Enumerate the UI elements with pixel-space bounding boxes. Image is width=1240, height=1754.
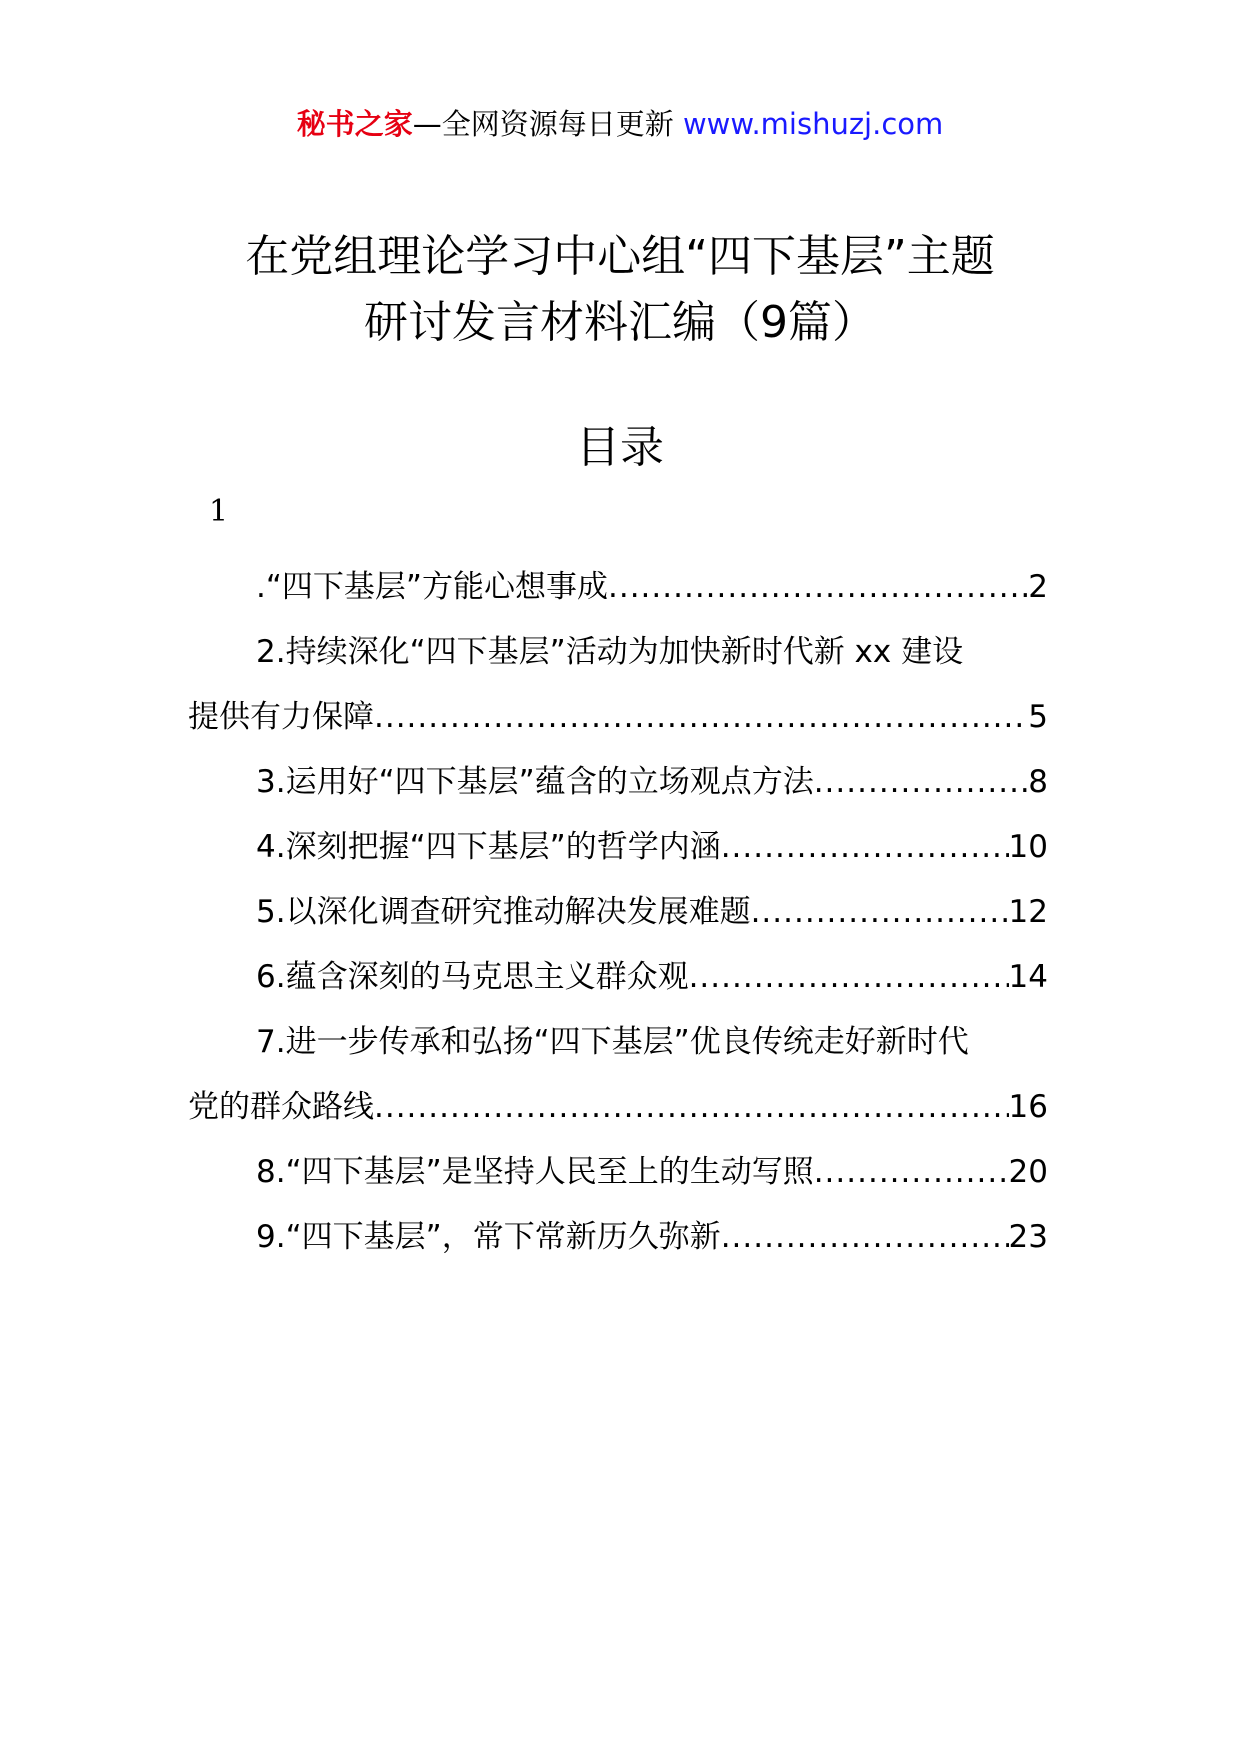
toc-entry[interactable] bbox=[188, 880, 1048, 945]
site-url-link[interactable]: www.mishuzj.com bbox=[673, 107, 944, 141]
toc-entry-page: 16 bbox=[1008, 1089, 1048, 1125]
toc-leader-dots bbox=[374, 1075, 1009, 1140]
toc-leader-dots bbox=[689, 945, 1009, 1010]
toc-leader-dots bbox=[814, 1140, 1009, 1205]
toc-entry-page: 10 bbox=[1008, 829, 1048, 865]
toc-entry-title: 7.进一步传承和弘扬“四下基层”优良传统走好新时代 bbox=[256, 1024, 969, 1060]
toc-entry-title: .“四下基层”方能心想事成 bbox=[256, 569, 608, 605]
toc-entry-page: 2 bbox=[1028, 569, 1048, 605]
toc-leader-dots bbox=[374, 685, 1028, 750]
toc-entry-page: 8 bbox=[1028, 764, 1048, 800]
site-header bbox=[0, 104, 1240, 144]
toc-entry-title-continuation: 提供有力保障 bbox=[188, 699, 374, 735]
toc-entry[interactable] bbox=[188, 555, 1048, 620]
toc-entry-title: 2.持续深化“四下基层”活动为加快新时代新 xx 建设 bbox=[256, 634, 964, 670]
table-of-contents bbox=[188, 555, 1048, 1270]
toc-entry-title: 6.蕴含深刻的马克思主义群众观 bbox=[256, 959, 689, 995]
toc-leader-dots bbox=[721, 1205, 1009, 1270]
toc-entry[interactable] bbox=[188, 815, 1048, 880]
document-title-line-1: 在党组理论学习中心组“四下基层”主题 bbox=[245, 231, 995, 282]
toc-entry-title: 8.“四下基层”是坚持人民至上的生动写照 bbox=[256, 1154, 814, 1190]
toc-entry-title: 9.“四下基层”，常下常新历久弥新 bbox=[256, 1219, 721, 1255]
toc-entry[interactable] bbox=[188, 945, 1048, 1010]
toc-entry-continuation[interactable] bbox=[188, 1075, 1048, 1140]
toc-entry-title: 3.运用好“四下基层”蕴含的立场观点方法 bbox=[256, 764, 814, 800]
site-brand: 秘书之家 bbox=[296, 107, 413, 141]
document-title-line-2: 研讨发言材料汇编（9篇） bbox=[364, 297, 876, 348]
toc-entry[interactable] bbox=[188, 1010, 1048, 1075]
toc-leader-dots bbox=[721, 815, 1009, 880]
toc-entry-page: 23 bbox=[1008, 1219, 1048, 1255]
toc-entry-page: 12 bbox=[1008, 894, 1048, 930]
toc-leader-dots bbox=[751, 880, 1009, 945]
toc-entry-page: 20 bbox=[1008, 1154, 1048, 1190]
toc-heading: 目录 bbox=[576, 422, 664, 473]
toc-number-marker: 1 bbox=[209, 494, 229, 529]
toc-entry-continuation[interactable] bbox=[188, 685, 1048, 750]
document-title bbox=[0, 224, 1240, 356]
site-tagline: —全网资源每日更新 bbox=[412, 107, 674, 141]
toc-entry[interactable] bbox=[188, 620, 1048, 685]
toc-entry[interactable] bbox=[188, 1140, 1048, 1205]
toc-entry-title: 4.深刻把握“四下基层”的哲学内涵 bbox=[256, 829, 721, 865]
toc-leader-dots bbox=[608, 555, 1028, 620]
toc-entry-page: 5 bbox=[1028, 699, 1048, 735]
toc-entry-page: 14 bbox=[1008, 959, 1048, 995]
toc-leader-dots bbox=[814, 750, 1029, 815]
toc-entry[interactable] bbox=[188, 1205, 1048, 1270]
toc-entry[interactable] bbox=[188, 750, 1048, 815]
toc-entry-title-continuation: 党的群众路线 bbox=[188, 1089, 374, 1125]
toc-entry-title: 5.以深化调查研究推动解决发展难题 bbox=[256, 894, 751, 930]
